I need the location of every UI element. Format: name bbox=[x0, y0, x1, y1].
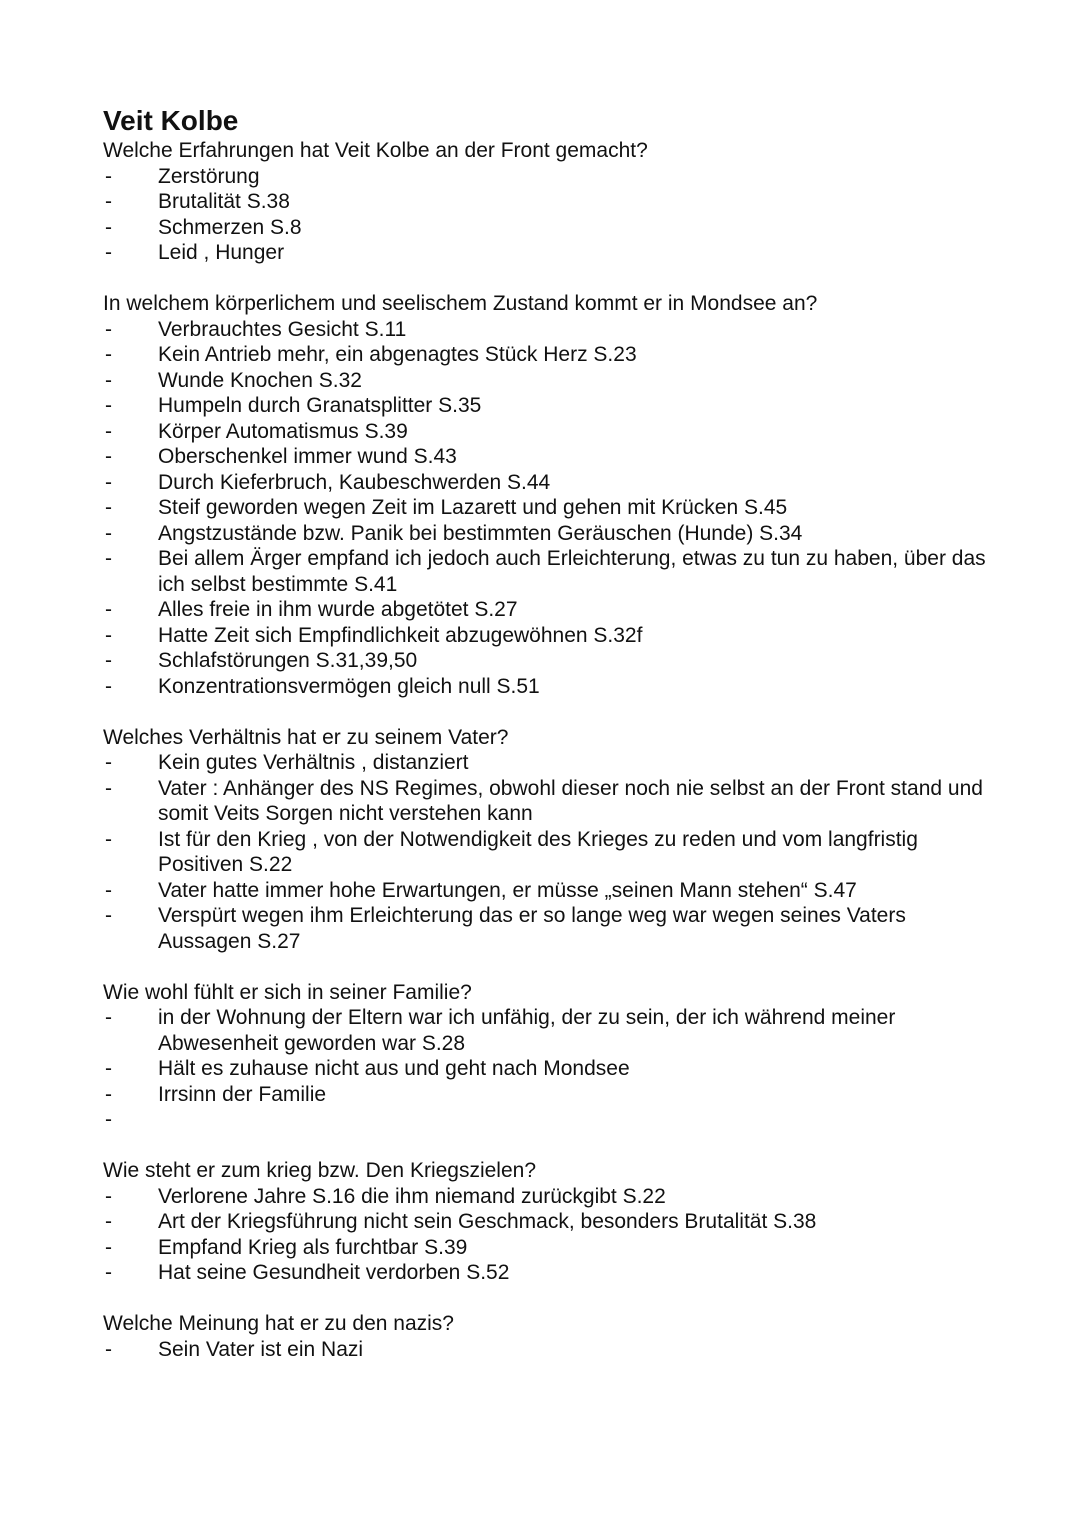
list-item: - Konzentrationsvermögen gleich null S.51 bbox=[103, 674, 1003, 700]
list-item: - Kein gutes Verhältnis , distanziert bbox=[103, 750, 1003, 776]
list-item: - Steif geworden wegen Zeit im Lazarett und gehen mit Krücken S.45 bbox=[103, 495, 1003, 521]
section-nazi-opinion bbox=[103, 1311, 1003, 1362]
question-heading: Welche Meinung hat er zu den nazis? bbox=[103, 1312, 454, 1335]
list-item: - Verspürt wegen ihm Erleichterung das er so lange weg war wegen seines Vaters Aussagen S.27 bbox=[103, 903, 1003, 954]
question-heading: In welchem körperlichem und seelischem Zustand kommt er in Mondsee an? bbox=[103, 292, 818, 315]
list-item: - Wunde Knochen S.32 bbox=[103, 368, 1003, 394]
list-item: - Sein Vater ist ein Nazi bbox=[103, 1337, 1003, 1363]
list-item: - Durch Kieferbruch, Kaubeschwerden S.44 bbox=[103, 470, 1003, 496]
bullet-list bbox=[103, 1337, 1003, 1363]
list-item: - in der Wohnung der Eltern war ich unfähig, der zu sein, der ich während meiner Abwesenheit geworden war S.28 bbox=[103, 1005, 1003, 1056]
bullet-list bbox=[103, 164, 1003, 266]
list-item: - Humpeln durch Granatsplitter S.35 bbox=[103, 393, 1003, 419]
list-item: - Irrsinn der Familie bbox=[103, 1082, 1003, 1108]
list-item: - Schmerzen S.8 bbox=[103, 215, 1003, 241]
section-spacer bbox=[103, 954, 1003, 980]
list-item: - Ist für den Krieg , von der Notwendigkeit des Krieges zu reden und vom langfristig Positiven S.22 bbox=[103, 827, 1003, 878]
list-item: - Bei allem Ärger empfand ich jedoch auch Erleichterung, etwas zu tun zu haben, über das ich selbst bestimmte S.41 bbox=[103, 546, 1003, 597]
section-spacer bbox=[103, 699, 1003, 725]
list-item: - Empfand Krieg als furchtbar S.39 bbox=[103, 1235, 1003, 1261]
list-item: - Oberschenkel immer wund S.43 bbox=[103, 444, 1003, 470]
question-heading: Welches Verhältnis hat er zu seinem Vater? bbox=[103, 725, 509, 749]
section-war-stance bbox=[103, 1158, 1003, 1286]
list-item: - Art der Kriegsführung nicht sein Geschmack, besonders Brutalität S.38 bbox=[103, 1209, 1003, 1235]
list-item: - Kein Antrieb mehr, ein abgenagtes Stück Herz S.23 bbox=[103, 342, 1003, 368]
section-condition-mondsee bbox=[103, 291, 1003, 699]
list-item: - Brutalität S.38 bbox=[103, 189, 1003, 215]
list-item: - Verlorene Jahre S.16 die ihm niemand zurückgibt S.22 bbox=[103, 1184, 1003, 1210]
question-heading: Wie steht er zum krieg bzw. Den Kriegszielen? bbox=[103, 1159, 537, 1182]
section-spacer bbox=[103, 1286, 1003, 1312]
question-heading: Welche Erfahrungen hat Veit Kolbe an der Front gemacht? bbox=[103, 139, 648, 162]
document-title: Veit Kolbe bbox=[103, 105, 239, 136]
list-item: - Schlafstörungen S.31,39,50 bbox=[103, 648, 1003, 674]
section-spacer bbox=[103, 1133, 1003, 1159]
bullet-list bbox=[103, 1184, 1003, 1286]
section-family-comfort bbox=[103, 980, 1003, 1133]
bullet-list bbox=[103, 750, 1003, 954]
list-item: - Zerstörung bbox=[103, 164, 1003, 190]
section-spacer bbox=[103, 266, 1003, 292]
list-item: - Leid , Hunger bbox=[103, 240, 1003, 266]
bullet-list bbox=[103, 317, 1003, 700]
list-item: - Hatte Zeit sich Empfindlichkeit abzugewöhnen S.32f bbox=[103, 623, 1003, 649]
bullet-list bbox=[103, 1005, 1003, 1133]
list-item: - Vater hatte immer hohe Erwartungen, er müsse „seinen Mann stehen“ S.47 bbox=[103, 878, 1003, 904]
list-item: - Hält es zuhause nicht aus und geht nach Mondsee bbox=[103, 1056, 1003, 1082]
question-heading: Wie wohl fühlt er sich in seiner Familie? bbox=[103, 980, 472, 1004]
list-item: - Verbrauchtes Gesicht S.11 bbox=[103, 317, 1003, 343]
list-item: - Vater : Anhänger des NS Regimes, obwohl dieser noch nie selbst an der Front stand und somit Veits Sorgen nicht verstehen kann bbox=[103, 776, 1003, 827]
list-item: - Alles freie in ihm wurde abgetötet S.27 bbox=[103, 597, 1003, 623]
list-item bbox=[103, 1107, 1003, 1133]
list-item: - Angstzustände bzw. Panik bei bestimmten Geräuschen (Hunde) S.34 bbox=[103, 521, 1003, 547]
section-front-experiences bbox=[103, 138, 1003, 266]
list-item: - Körper Automatismus S.39 bbox=[103, 419, 1003, 445]
document-page bbox=[103, 104, 1003, 1362]
list-item: - Hat seine Gesundheit verdorben S.52 bbox=[103, 1260, 1003, 1286]
section-father-relationship bbox=[103, 725, 1003, 955]
